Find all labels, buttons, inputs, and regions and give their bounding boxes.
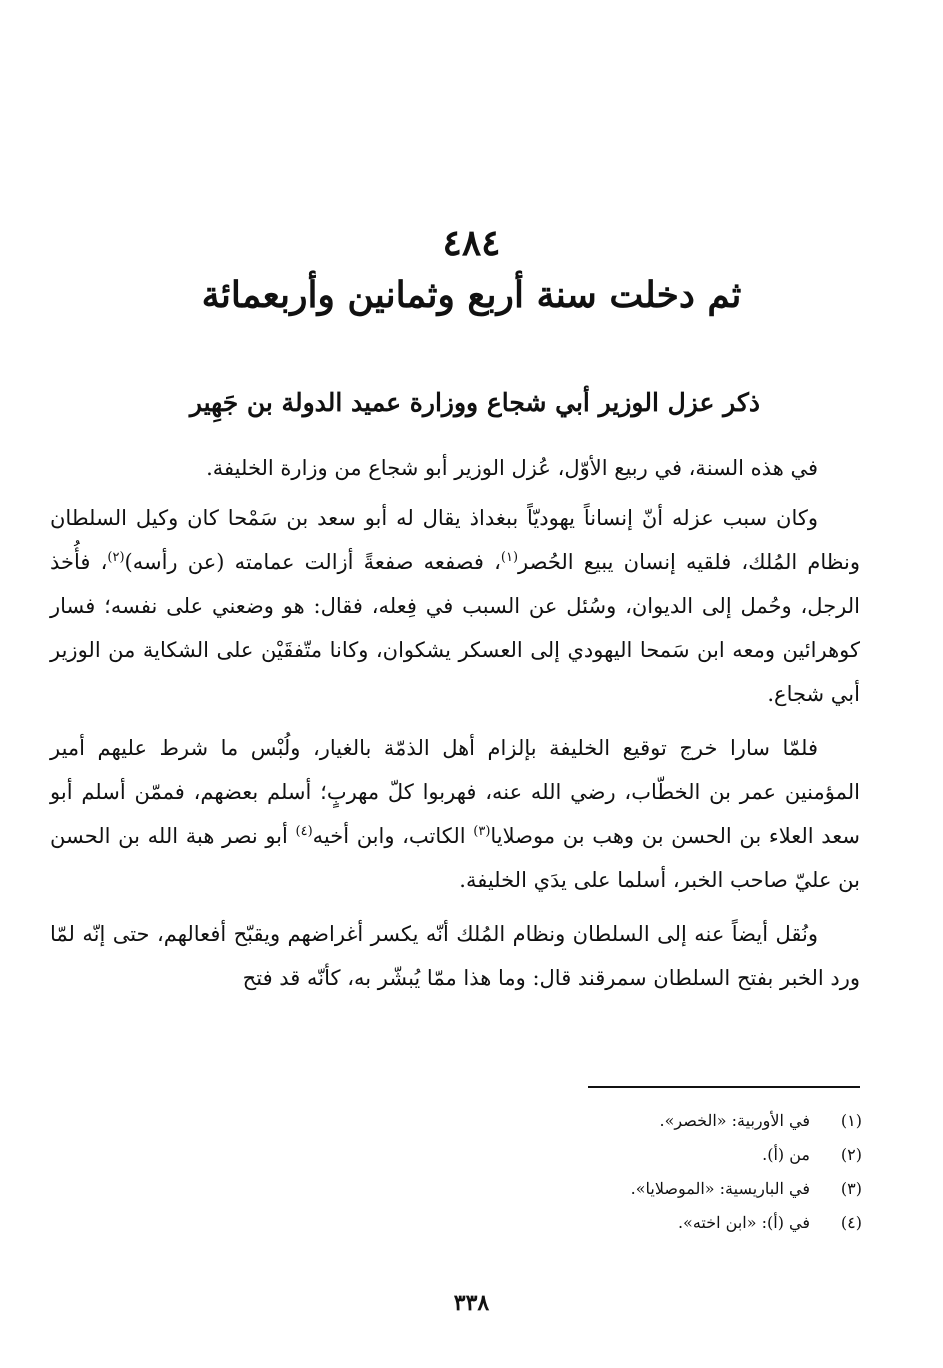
paragraph-3-text-b: الكاتب، وابن أخيه	[312, 824, 474, 848]
chapter-year-number: ٤٨٤	[442, 222, 501, 264]
footnotes	[400, 1104, 862, 1240]
footnote-text: من (أ).	[762, 1145, 810, 1164]
paragraph-3-text-a: فلمّا سارا خرج توقيع الخليفة بإلزام أهل الذمّة بالغيار، ولُبْس ما شرط عليهم أمير المؤمنين عمر بن الخطّاب، رضي الله عنه، فهربوا كلّ مهربٍ؛ أسلم بعضهم، فممّن أسلم أبو سعد العلاء بن الحسن بن وهب بن موصلايا	[50, 736, 860, 848]
footnote-item	[400, 1104, 862, 1138]
paragraph-4: ونُقل أيضاً عنه إلى السلطان ونظام المُلك أنّه يكسر أغراضهم ويقبّح أفعالهم، حتى إنّه لمّا ورد الخبر بفتح السلطان سمرقند قال: وما هذا ممّا يُبشّر به، كأنّه قد فتح	[50, 922, 860, 990]
footnote-item	[400, 1206, 862, 1240]
body-text	[50, 446, 860, 1010]
paragraph-2-text-b: ، فصفعه صفعةً أزالت عمامته (عن رأسه)	[124, 550, 501, 574]
paragraph-2-text-c: ، فأُخذ الرجل، وحُمل إلى الديوان، وسُئل عن السبب في فِعله، فقال: هو وضعني على نفسه؛ فسار كوهرائين ومعه ابن سَمحا اليهودي إلى العسكر يشكوان، وكانا متّفقَيْن على الشكاية من الوزير أبي شجاع.	[50, 550, 860, 706]
paragraph-3	[50, 726, 860, 902]
footnote-ref-4: (٤)	[295, 824, 313, 839]
footnote-number: (١)	[840, 1111, 862, 1130]
footnote-text: في الأوربية: «الخصر».	[659, 1111, 810, 1130]
footnote-number: (٤)	[840, 1213, 862, 1232]
section-heading: ذكر عزل الوزير أبي شجاع ووزارة عميد الدولة بن جَهِير	[189, 388, 760, 417]
paragraph-2-text-a: وكان سبب عزله أنّ إنساناً يهوديّاً ببغداذ يقال له أبو سعد بن سَمْحا كان وكيل السلطان ونظام المُلك، فلقيه إنسان يبيع الحُصر	[50, 506, 860, 574]
paragraph-1: في هذه السنة، في ربيع الأوّل، عُزل الوزير أبو شجاع من وزارة الخليفة.	[206, 456, 818, 480]
footnote-text: في (أ): «ابن اخته».	[677, 1213, 810, 1232]
footnote-divider	[588, 1086, 860, 1088]
footnote-number: (٢)	[840, 1145, 862, 1164]
chapter-title: ثم دخلت سنة أربع وثمانين وأربعمائة	[201, 274, 742, 316]
footnote-number: (٣)	[840, 1179, 862, 1198]
footnote-item	[400, 1138, 862, 1172]
paragraph-3-text-c: أبو نصر هبة الله بن الحسن بن عليّ صاحب الخبر، أسلما على يدَي الخليفة.	[50, 824, 860, 892]
footnote-ref-1: (١)	[500, 550, 519, 565]
page-number: ٣٣٨	[453, 1290, 490, 1316]
footnote-ref-2: (٢)	[107, 550, 125, 565]
footnote-ref-3: (٣)	[473, 824, 491, 839]
footnote-item	[400, 1172, 862, 1206]
paragraph-2	[50, 496, 860, 716]
footnote-text: في الباريسية: «الموصلايا».	[630, 1179, 810, 1198]
